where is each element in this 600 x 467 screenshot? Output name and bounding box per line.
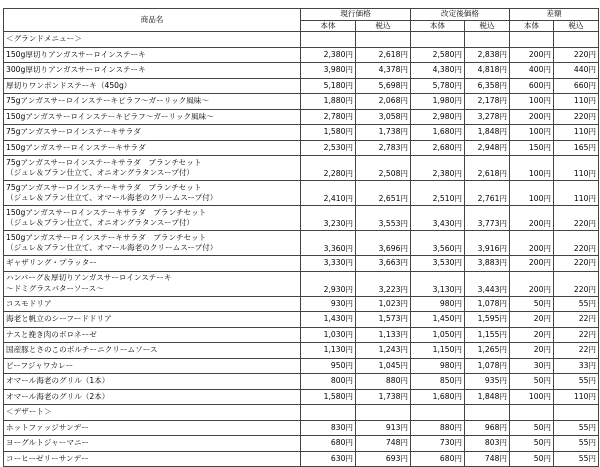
product-name-cell bbox=[4, 374, 301, 390]
price-revised-base: 1,680円 bbox=[411, 389, 465, 405]
product-name-cell bbox=[4, 109, 301, 125]
table-row bbox=[4, 374, 599, 390]
price-current-base: 680円 bbox=[301, 436, 356, 452]
price-current-tax: 693円 bbox=[356, 451, 411, 467]
product-name-line: ヨーグルトジャーマニー bbox=[6, 438, 90, 447]
price-diff-base: 100円 bbox=[510, 389, 554, 405]
price-diff-tax: 110円 bbox=[554, 156, 599, 181]
product-name-line: 150g厚切りアンガスサーロインステーキ bbox=[6, 49, 146, 59]
product-name-cell bbox=[4, 47, 301, 63]
product-name-line: 海老と帆立のシーフードドリア bbox=[6, 314, 112, 323]
price-diff-tax: 110円 bbox=[554, 181, 599, 206]
product-name-line: 75gアンガスサーロインステーキピラフ～ガーリック風味～ bbox=[6, 96, 209, 105]
price-revised-base: 2,980円 bbox=[411, 109, 465, 125]
price-revised-tax: 2,838円 bbox=[465, 47, 510, 63]
product-name-cell bbox=[4, 206, 301, 231]
header-revised-price: 改定後価格 bbox=[411, 9, 510, 21]
price-diff-base: 200円 bbox=[510, 206, 554, 231]
table-row bbox=[4, 358, 599, 374]
product-name-line: 150gアンガスサーロインステーキサラダ ブランチセット bbox=[6, 207, 207, 217]
price-revised-tax bbox=[465, 32, 510, 48]
price-revised-base: 5,780円 bbox=[411, 78, 465, 94]
product-name-line: ハンバーグ＆厚切りアンガスサーロインステーキ bbox=[6, 273, 172, 282]
product-name-cell bbox=[4, 256, 301, 272]
price-current-base: 630円 bbox=[301, 451, 356, 467]
price-diff-tax: 220円 bbox=[554, 206, 599, 231]
price-revised-tax: 748円 bbox=[465, 451, 510, 467]
price-revision-table bbox=[3, 8, 599, 467]
table-row bbox=[4, 140, 599, 156]
price-revised-base: 980円 bbox=[411, 296, 465, 312]
product-name-line: 75gアンガスサーロインステーキサラダ ブランチセット bbox=[6, 182, 202, 192]
header-current-tax: 税込 bbox=[356, 20, 411, 32]
product-name-cell bbox=[4, 451, 301, 467]
price-revised-tax: 1,848円 bbox=[465, 389, 510, 405]
price-current-tax: 4,378円 bbox=[356, 63, 411, 79]
price-current-base: 1,580円 bbox=[301, 125, 356, 141]
price-revised-tax: 3,883円 bbox=[465, 256, 510, 272]
product-name-line: コスモドリア bbox=[6, 298, 52, 308]
product-name-cell bbox=[4, 140, 301, 156]
table-row bbox=[4, 312, 599, 328]
price-current-base bbox=[301, 405, 356, 421]
price-current-tax: 2,783円 bbox=[356, 140, 411, 156]
price-revised-base: 730円 bbox=[411, 436, 465, 452]
product-name-cell bbox=[4, 94, 301, 110]
price-diff-base: 100円 bbox=[510, 125, 554, 141]
product-name-line: （ジュレ＆ブラン仕立て、オマール海老のクリームスープ付） bbox=[6, 193, 218, 202]
price-diff-tax: 220円 bbox=[554, 47, 599, 63]
price-revised-tax: 1,078円 bbox=[465, 296, 510, 312]
product-name-line: ホットファッジサンデー bbox=[6, 422, 89, 432]
product-name-line: （ジュレ＆ブラン仕立て、オマール海老のクリームスープ付） bbox=[6, 243, 218, 252]
product-name-line: ＜デザート＞ bbox=[6, 407, 52, 416]
price-current-base: 2,410円 bbox=[301, 181, 356, 206]
price-diff-base: 600円 bbox=[510, 78, 554, 94]
price-diff-tax: 55円 bbox=[554, 296, 599, 312]
price-revised-tax: 1,265円 bbox=[465, 343, 510, 359]
price-diff-tax: 55円 bbox=[554, 420, 599, 436]
price-diff-tax: 110円 bbox=[554, 94, 599, 110]
price-current-tax: 3,058円 bbox=[356, 109, 411, 125]
price-current-tax: 880円 bbox=[356, 374, 411, 390]
price-current-tax: 2,068円 bbox=[356, 94, 411, 110]
price-current-tax: 3,663円 bbox=[356, 256, 411, 272]
price-diff-tax: 55円 bbox=[554, 374, 599, 390]
product-name-line: 75gアンガスサーロインステーキサラダ bbox=[6, 127, 141, 136]
price-current-tax: 1,133円 bbox=[356, 327, 411, 343]
price-revised-tax: 2,761円 bbox=[465, 181, 510, 206]
product-name-cell bbox=[4, 312, 301, 328]
product-name-line: 厚切りワンポンドステーキ（450g） bbox=[6, 80, 132, 90]
product-name-line: （ジュレ＆ブラン仕立て、オニオングラタンスープ付） bbox=[6, 168, 195, 177]
price-revised-base: 2,510円 bbox=[411, 181, 465, 206]
price-current-base: 2,780円 bbox=[301, 109, 356, 125]
product-name-line: ギャザリング・プラッター bbox=[6, 258, 97, 267]
product-name-line: 国産豚とさのこのポルチーニクリームソース bbox=[6, 345, 158, 354]
price-diff-base: 20円 bbox=[510, 327, 554, 343]
price-revised-tax: 1,155円 bbox=[465, 327, 510, 343]
price-revised-tax: 2,948円 bbox=[465, 140, 510, 156]
section-row bbox=[4, 32, 599, 48]
price-diff-base: 50円 bbox=[510, 296, 554, 312]
price-current-tax: 2,508円 bbox=[356, 156, 411, 181]
product-name-cell bbox=[4, 63, 301, 79]
price-current-tax: 1,243円 bbox=[356, 343, 411, 359]
price-revised-tax: 3,443円 bbox=[465, 271, 510, 296]
price-current-base bbox=[301, 32, 356, 48]
price-revised-base: 980円 bbox=[411, 358, 465, 374]
product-name-line: コーヒーゼリーサンデー bbox=[6, 453, 89, 463]
price-table-container bbox=[3, 8, 599, 467]
price-revised-base: 1,050円 bbox=[411, 327, 465, 343]
product-name-line: ＜グランドメニュー＞ bbox=[6, 34, 82, 43]
price-diff-base: 50円 bbox=[510, 420, 554, 436]
price-diff-tax: 110円 bbox=[554, 125, 599, 141]
price-revised-base: 880円 bbox=[411, 420, 465, 436]
table-row bbox=[4, 181, 599, 206]
price-diff-base: 200円 bbox=[510, 47, 554, 63]
price-revised-tax bbox=[465, 405, 510, 421]
section-row bbox=[4, 405, 599, 421]
price-diff-base bbox=[510, 32, 554, 48]
price-revised-tax: 968円 bbox=[465, 420, 510, 436]
table-row bbox=[4, 94, 599, 110]
price-diff-tax: 220円 bbox=[554, 109, 599, 125]
product-name-cell bbox=[4, 389, 301, 405]
product-name-line: 75gアンガスサーロインステーキサラダ ブランチセット bbox=[6, 157, 202, 167]
price-current-tax: 3,696円 bbox=[356, 231, 411, 256]
product-name-line: 300g厚切りアンガスサーロインステーキ bbox=[6, 65, 146, 74]
price-revised-base: 2,380円 bbox=[411, 156, 465, 181]
price-diff-base: 200円 bbox=[510, 231, 554, 256]
price-diff-base bbox=[510, 405, 554, 421]
price-revised-base: 680円 bbox=[411, 451, 465, 467]
price-current-tax bbox=[356, 32, 411, 48]
price-revised-base: 3,530円 bbox=[411, 256, 465, 272]
price-diff-base: 50円 bbox=[510, 436, 554, 452]
product-name-line: 150gアンガスサーロインステーキピラフ～ガーリック風味～ bbox=[6, 111, 214, 121]
price-diff-base: 150円 bbox=[510, 140, 554, 156]
price-revised-base: 2,580円 bbox=[411, 47, 465, 63]
table-row bbox=[4, 436, 599, 452]
price-current-base: 2,280円 bbox=[301, 156, 356, 181]
product-name-line: 150gアンガスサーロインステーキサラダ bbox=[6, 142, 146, 152]
price-revised-tax: 2,618円 bbox=[465, 156, 510, 181]
table-row bbox=[4, 125, 599, 141]
price-revised-base: 2,680円 bbox=[411, 140, 465, 156]
product-name-cell bbox=[4, 78, 301, 94]
table-row bbox=[4, 206, 599, 231]
price-diff-tax: 22円 bbox=[554, 343, 599, 359]
price-revised-base: 3,430円 bbox=[411, 206, 465, 231]
price-revised-tax: 2,178円 bbox=[465, 94, 510, 110]
table-row bbox=[4, 271, 599, 296]
product-name-cell bbox=[4, 436, 301, 452]
product-name-cell bbox=[4, 327, 301, 343]
price-revised-tax: 803円 bbox=[465, 436, 510, 452]
price-current-tax: 748円 bbox=[356, 436, 411, 452]
price-current-tax: 1,573円 bbox=[356, 312, 411, 328]
price-diff-base: 100円 bbox=[510, 181, 554, 206]
price-revised-base: 1,450円 bbox=[411, 312, 465, 328]
price-current-base: 2,380円 bbox=[301, 47, 356, 63]
price-current-base: 2,930円 bbox=[301, 271, 356, 296]
price-revised-base bbox=[411, 405, 465, 421]
price-diff-tax: 55円 bbox=[554, 436, 599, 452]
product-name-line: オマール海老のグリル（1本） bbox=[6, 376, 110, 385]
price-revised-tax: 3,278円 bbox=[465, 109, 510, 125]
price-revised-tax: 1,595円 bbox=[465, 312, 510, 328]
table-row bbox=[4, 327, 599, 343]
product-name-cell bbox=[4, 156, 301, 181]
price-revised-base: 850円 bbox=[411, 374, 465, 390]
table-row bbox=[4, 47, 599, 63]
price-revised-tax: 4,818円 bbox=[465, 63, 510, 79]
price-current-base: 1,430円 bbox=[301, 312, 356, 328]
price-current-tax: 2,651円 bbox=[356, 181, 411, 206]
price-current-base: 3,230円 bbox=[301, 206, 356, 231]
price-revised-base: 1,150円 bbox=[411, 343, 465, 359]
price-diff-base: 20円 bbox=[510, 312, 554, 328]
product-name-cell bbox=[4, 271, 301, 296]
table-row bbox=[4, 451, 599, 467]
product-name-line: ～ドミグラスバターソース～ bbox=[6, 283, 104, 293]
price-revised-tax: 1,848円 bbox=[465, 125, 510, 141]
product-name-cell bbox=[4, 420, 301, 436]
product-name-cell bbox=[4, 181, 301, 206]
price-diff-tax: 55円 bbox=[554, 451, 599, 467]
section-heading bbox=[4, 32, 301, 48]
price-diff-tax: 220円 bbox=[554, 231, 599, 256]
price-current-base: 2,530円 bbox=[301, 140, 356, 156]
price-revised-base: 3,560円 bbox=[411, 231, 465, 256]
table-row bbox=[4, 256, 599, 272]
product-name-cell bbox=[4, 231, 301, 256]
price-current-tax: 3,223円 bbox=[356, 271, 411, 296]
product-name-line: ビーフジャワカレー bbox=[6, 360, 74, 370]
table-row bbox=[4, 156, 599, 181]
price-diff-tax: 220円 bbox=[554, 271, 599, 296]
price-current-tax: 913円 bbox=[356, 420, 411, 436]
price-current-base: 830円 bbox=[301, 420, 356, 436]
table-row bbox=[4, 231, 599, 256]
price-current-tax: 1,045円 bbox=[356, 358, 411, 374]
table-row bbox=[4, 389, 599, 405]
price-revised-base: 1,680円 bbox=[411, 125, 465, 141]
product-name-line: 150gアンガスサーロインステーキサラダ ブランチセット bbox=[6, 232, 207, 242]
price-diff-tax: 220円 bbox=[554, 256, 599, 272]
header-current-base: 本体 bbox=[301, 20, 356, 32]
price-current-tax: 3,553円 bbox=[356, 206, 411, 231]
price-revised-base bbox=[411, 32, 465, 48]
table-row bbox=[4, 296, 599, 312]
header-product-name: 商品名 bbox=[4, 9, 301, 32]
price-current-tax bbox=[356, 405, 411, 421]
price-diff-base: 50円 bbox=[510, 451, 554, 467]
product-name-cell bbox=[4, 343, 301, 359]
price-current-tax: 1,023円 bbox=[356, 296, 411, 312]
price-diff-tax: 22円 bbox=[554, 312, 599, 328]
price-diff-tax: 440円 bbox=[554, 63, 599, 79]
price-diff-base: 30円 bbox=[510, 358, 554, 374]
price-diff-tax: 22円 bbox=[554, 327, 599, 343]
table-row bbox=[4, 109, 599, 125]
price-current-base: 1,580円 bbox=[301, 389, 356, 405]
price-diff-tax: 110円 bbox=[554, 389, 599, 405]
header-current-price: 現行価格 bbox=[301, 9, 411, 21]
price-diff-tax: 33円 bbox=[554, 358, 599, 374]
price-revised-base: 1,980円 bbox=[411, 94, 465, 110]
price-diff-base: 200円 bbox=[510, 109, 554, 125]
product-name-line: （ジュレ＆ブラン仕立て、オニオングラタンスープ付） bbox=[6, 218, 195, 227]
price-diff-base: 200円 bbox=[510, 256, 554, 272]
product-name-line: ナスと挽き肉のボロネーゼ bbox=[6, 329, 97, 339]
header-diff-base: 本体 bbox=[510, 20, 554, 32]
header-revised-tax: 税込 bbox=[465, 20, 510, 32]
price-current-base: 950円 bbox=[301, 358, 356, 374]
price-current-base: 1,880円 bbox=[301, 94, 356, 110]
price-current-base: 800円 bbox=[301, 374, 356, 390]
product-name-cell bbox=[4, 358, 301, 374]
price-diff-base: 50円 bbox=[510, 374, 554, 390]
table-row bbox=[4, 78, 599, 94]
table-row bbox=[4, 343, 599, 359]
price-revised-tax: 935円 bbox=[465, 374, 510, 390]
price-diff-tax: 165円 bbox=[554, 140, 599, 156]
price-current-base: 3,360円 bbox=[301, 231, 356, 256]
header-revised-base: 本体 bbox=[411, 20, 465, 32]
header-row-1 bbox=[4, 9, 599, 21]
price-diff-base: 200円 bbox=[510, 271, 554, 296]
price-current-base: 1,030円 bbox=[301, 327, 356, 343]
price-current-base: 3,330円 bbox=[301, 256, 356, 272]
price-diff-base: 100円 bbox=[510, 94, 554, 110]
header-diff-tax: 税込 bbox=[554, 20, 599, 32]
price-current-tax: 1,738円 bbox=[356, 125, 411, 141]
product-name-cell bbox=[4, 296, 301, 312]
table-row bbox=[4, 420, 599, 436]
price-revised-tax: 1,078円 bbox=[465, 358, 510, 374]
section-heading bbox=[4, 405, 301, 421]
price-revised-base: 3,130円 bbox=[411, 271, 465, 296]
price-diff-tax bbox=[554, 32, 599, 48]
price-revised-base: 4,380円 bbox=[411, 63, 465, 79]
price-current-tax: 2,618円 bbox=[356, 47, 411, 63]
price-current-base: 1,130円 bbox=[301, 343, 356, 359]
price-diff-base: 100円 bbox=[510, 156, 554, 181]
price-current-base: 5,180円 bbox=[301, 78, 356, 94]
header-difference: 差額 bbox=[510, 9, 599, 21]
table-row bbox=[4, 63, 599, 79]
price-revised-tax: 3,916円 bbox=[465, 231, 510, 256]
price-revised-tax: 6,358円 bbox=[465, 78, 510, 94]
price-diff-tax: 660円 bbox=[554, 78, 599, 94]
product-name-cell bbox=[4, 125, 301, 141]
price-current-tax: 1,738円 bbox=[356, 389, 411, 405]
price-revised-tax: 3,773円 bbox=[465, 206, 510, 231]
price-diff-tax bbox=[554, 405, 599, 421]
price-diff-base: 20円 bbox=[510, 343, 554, 359]
price-current-base: 3,980円 bbox=[301, 63, 356, 79]
price-diff-base: 400円 bbox=[510, 63, 554, 79]
price-current-tax: 5,698円 bbox=[356, 78, 411, 94]
product-name-line: オマール海老のグリル（2本） bbox=[6, 391, 110, 401]
price-current-base: 930円 bbox=[301, 296, 356, 312]
